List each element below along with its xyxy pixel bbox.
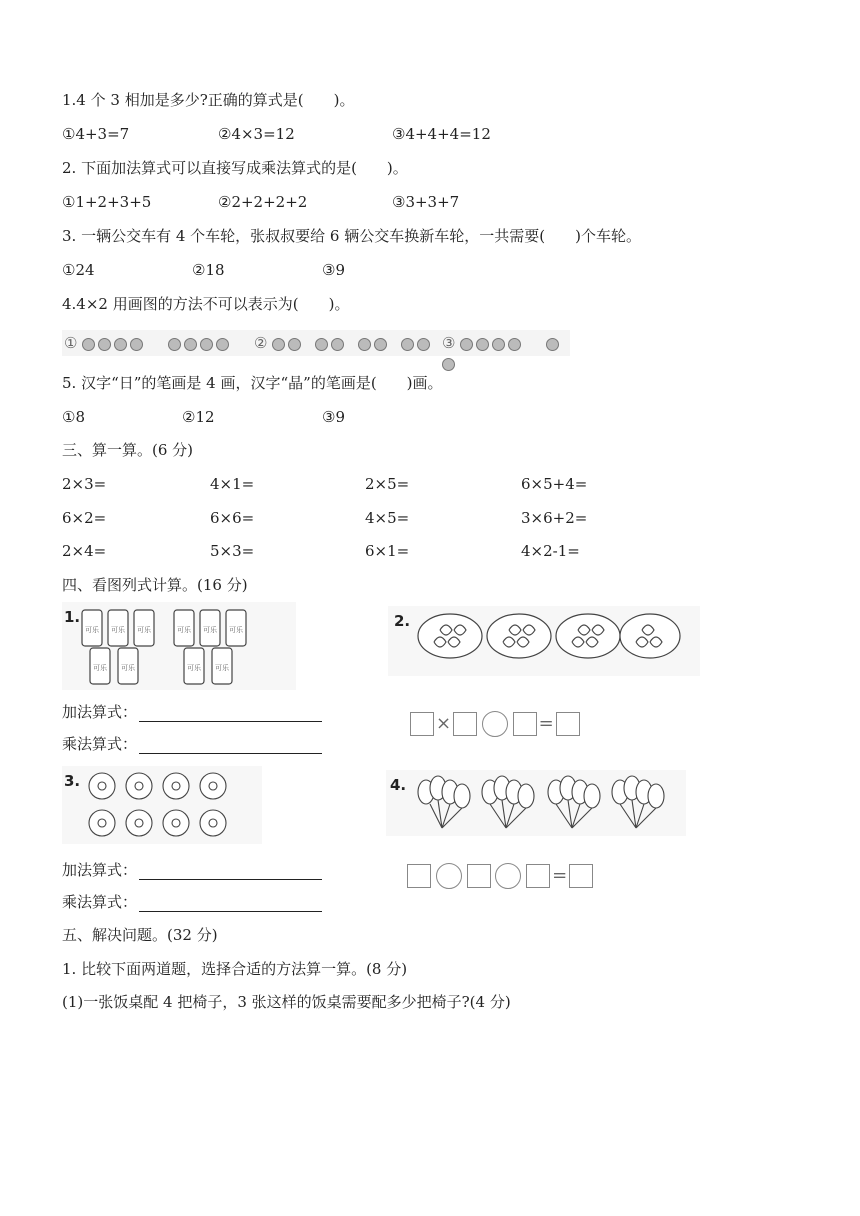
q3-option-3: ③9 — [322, 261, 345, 279]
answer-box[interactable] — [453, 712, 477, 736]
multiplication-row-1 — [62, 734, 322, 754]
answer-box[interactable] — [407, 864, 431, 888]
q4-option-2 — [254, 333, 433, 353]
q4-stem: 4.4×2 用画图的方法不可以表示为( )。 — [62, 295, 350, 313]
q2-option-3: ③3+3+7 — [392, 193, 460, 211]
pic-number-1: 1. — [64, 608, 81, 626]
addition-label: 加法算式： — [62, 861, 138, 879]
can-label: 可乐 — [229, 626, 243, 634]
pic-number-2: 2. — [394, 612, 411, 630]
calc-item: 6×2= — [62, 509, 107, 527]
q4-option-1 — [64, 333, 232, 353]
can-label: 可乐 — [85, 626, 99, 634]
section-3-title: 三、算一算。(6 分) — [62, 441, 194, 459]
addition-row-3 — [62, 860, 322, 880]
can-label: 可乐 — [203, 626, 217, 634]
fruit-bowls-image — [388, 606, 700, 676]
q5-stem: 5. 汉字“日”的笔画是 4 画，汉字“晶”的笔画是( )画。 — [62, 374, 443, 392]
answer-box[interactable] — [467, 864, 491, 888]
q4-marker-2: ② — [254, 334, 268, 352]
answer-box[interactable] — [569, 864, 593, 888]
calc-item: 4×1= — [210, 475, 255, 493]
multiplication-row-3 — [62, 892, 322, 912]
calc-item: 6×5+4= — [521, 475, 588, 493]
operator-circle[interactable] — [436, 863, 462, 889]
section-4-title: 四、看图列式计算。(16 分) — [62, 576, 248, 594]
q5-option-2: ②12 — [182, 408, 215, 426]
bowls-picture — [388, 606, 700, 676]
flowers-image — [62, 766, 262, 844]
times-sign: × — [436, 713, 452, 734]
balloons-image — [386, 770, 686, 836]
calc-item: 6×1= — [365, 542, 410, 560]
answer-line[interactable] — [139, 707, 322, 722]
answer-box[interactable] — [526, 864, 550, 888]
problem-1-part-1: (1)一张饭桌配 4 把椅子，3 张这样的饭桌需要配多少把椅子?(4 分) — [62, 993, 511, 1011]
q1-option-2: ②4×3=12 — [218, 125, 295, 143]
q1-option-1: ①4+3=7 — [62, 125, 130, 143]
equals-sign: = — [538, 713, 554, 734]
answer-line[interactable] — [139, 897, 322, 912]
can-label: 可乐 — [215, 664, 229, 672]
calc-item: 2×3= — [62, 475, 107, 493]
q2-option-1: ①1+2+3+5 — [62, 193, 152, 211]
q3-option-2: ②18 — [192, 261, 225, 279]
calc-item: 3×6+2= — [521, 509, 588, 527]
q1-option-3: ③4+4+4=12 — [392, 125, 491, 143]
calc-item: 6×6= — [210, 509, 255, 527]
cans-picture — [62, 602, 296, 690]
can-label: 可乐 — [121, 664, 135, 672]
problem-1-intro: 1. 比较下面两道题，选择合适的方法算一算。(8 分) — [62, 960, 408, 978]
calc-item: 2×4= — [62, 542, 107, 560]
equals-sign: = — [552, 865, 568, 886]
can-label: 可乐 — [187, 664, 201, 672]
q2-option-2: ②2+2+2+2 — [218, 193, 308, 211]
pic-number-4: 4. — [390, 776, 407, 794]
answer-box[interactable] — [556, 712, 580, 736]
balloons-picture — [386, 770, 686, 836]
can-label: 可乐 — [93, 664, 107, 672]
q5-option-3: ③9 — [322, 408, 345, 426]
multiplication-label: 乘法算式： — [62, 735, 138, 753]
q4-dot-options — [62, 330, 570, 356]
q3-option-1: ①24 — [62, 261, 95, 279]
q2-stem: 2. 下面加法算式可以直接写成乘法算式的是( )。 — [62, 159, 408, 177]
can-label: 可乐 — [137, 626, 151, 634]
addition-row-1 — [62, 702, 322, 722]
calc-item: 5×3= — [210, 542, 255, 560]
can-label: 可乐 — [177, 626, 191, 634]
q4-marker-3: ③ — [442, 334, 456, 352]
q4-option-3 — [442, 333, 570, 373]
flowers-picture — [62, 766, 262, 844]
q5-option-1: ①8 — [62, 408, 85, 426]
cola-cans-image — [62, 602, 296, 690]
calc-item: 4×5= — [365, 509, 410, 527]
addition-label: 加法算式： — [62, 703, 138, 721]
answer-line[interactable] — [139, 865, 322, 880]
calc-item: 2×5= — [365, 475, 410, 493]
q3-stem: 3. 一辆公交车有 4 个车轮，张叔叔要给 6 辆公交车换新车轮，一共需要( )个车轮。 — [62, 227, 641, 245]
q1-stem: 1.4 个 3 相加是多少?正确的算式是( )。 — [62, 91, 355, 109]
multiplication-label: 乘法算式： — [62, 893, 138, 911]
pic-number-3: 3. — [64, 772, 81, 790]
answer-box[interactable] — [410, 712, 434, 736]
operator-circle[interactable] — [495, 863, 521, 889]
equation-template-4 — [407, 862, 593, 889]
answer-line[interactable] — [139, 739, 322, 754]
section-5-title: 五、解决问题。(32 分) — [62, 926, 218, 944]
calc-item: 4×2-1= — [521, 542, 580, 560]
operator-circle[interactable] — [482, 711, 508, 737]
q4-marker-1: ① — [64, 334, 78, 352]
answer-box[interactable] — [513, 712, 537, 736]
can-label: 可乐 — [111, 626, 125, 634]
equation-template-2 — [410, 710, 580, 737]
